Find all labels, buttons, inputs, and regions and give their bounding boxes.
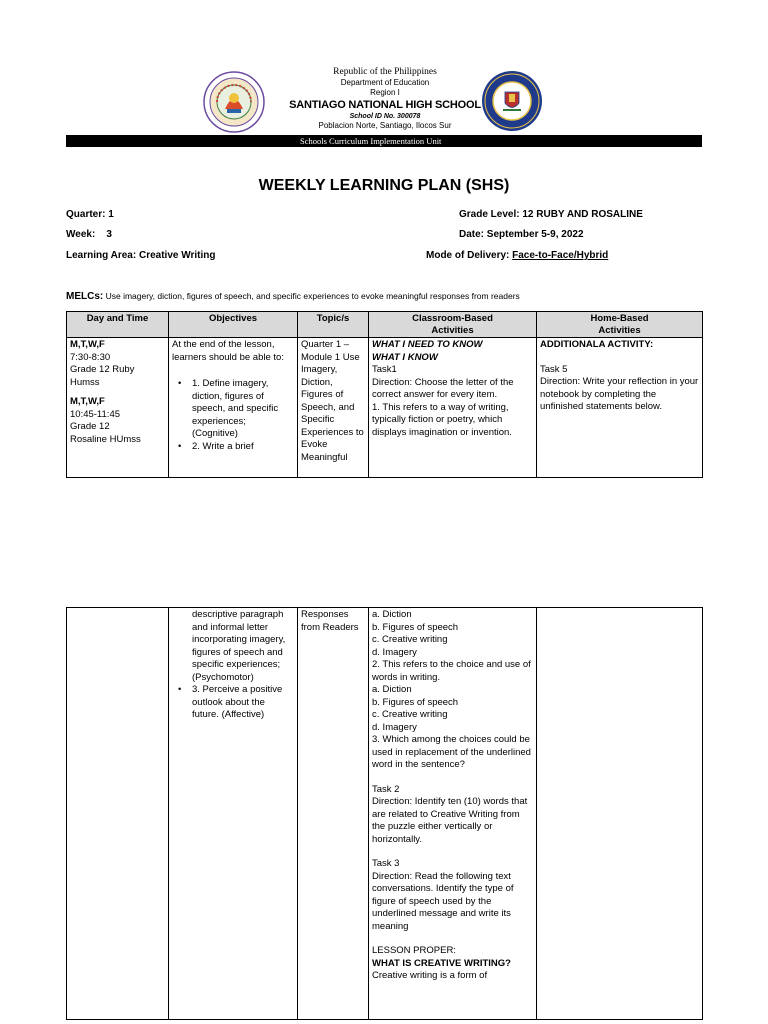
school-seal-logo xyxy=(481,70,543,132)
task-direction: Direction: Read the following text conversations. Identify the type of figure of speech used by the underlined message and write its meaning xyxy=(372,870,514,932)
section-heading: WHAT I NEED TO KNOW xyxy=(372,339,483,350)
choice-text: c. Creative writing xyxy=(372,634,448,645)
section2-strand: Rosaline HUmss xyxy=(70,433,141,445)
home-task-direction: Direction: Write your reflection in your notebook by completing the unfinished statements below. xyxy=(540,376,699,412)
melcs-label: MELCs: xyxy=(66,291,104,302)
home-task-label: Task 5 xyxy=(540,363,568,375)
header-day-time: Day and Time xyxy=(67,312,169,338)
home-activities-cell xyxy=(537,608,703,1020)
objective-item: • 1. Define imagery, diction, figures of speech, and specific experiences; (Cognitive) xyxy=(172,378,294,441)
topics-cell xyxy=(298,338,369,478)
section1-strand: Humss xyxy=(70,376,100,388)
table-row xyxy=(67,608,703,1020)
table-row xyxy=(67,338,703,478)
classroom-activities-cell xyxy=(369,608,537,1020)
objectives-cell xyxy=(169,338,298,478)
header-home-line1: Home-Based xyxy=(590,313,649,324)
date-field: Date: September 5-9, 2022 xyxy=(459,229,584,240)
classroom-activities-cell xyxy=(369,338,537,478)
learning-plan-table-part2 xyxy=(66,607,703,1020)
week-field: Week: 3 xyxy=(66,229,112,240)
objective-continued-text: descriptive paragraph and informal letter incorporating imagery, figures of speech and specific experiences; (Psychomotor) xyxy=(192,609,286,683)
objectives-cell xyxy=(169,608,298,1020)
home-activity-heading: ADDITIONALA ACTIVITY: xyxy=(540,339,654,350)
header-home-line2: Activities xyxy=(598,324,641,336)
mode-of-delivery-field xyxy=(426,249,608,262)
section2-grade: Grade 12 xyxy=(70,421,110,432)
header-home-activities xyxy=(537,312,703,338)
table-header-row xyxy=(67,312,703,338)
task-label: Task 2 xyxy=(372,783,400,795)
choice-text: b. Figures of speech xyxy=(372,696,459,708)
topics-text: Quarter 1 – Module 1 Use Imagery, Diction, Figures of Speech, and Specific Experiences to Evoke Meaningful xyxy=(301,339,364,463)
region-line: Region I xyxy=(370,88,400,97)
header-topics: Topic/s xyxy=(298,312,369,338)
department-line: Department of Education xyxy=(340,78,430,87)
choice-text: b. Figures of speech xyxy=(372,621,459,633)
mode-value: Face-to-Face/Hybrid xyxy=(512,250,609,261)
objective-item: • 2. Write a brief xyxy=(172,441,294,454)
lesson-heading: WHAT IS CREATIVE WRITING? xyxy=(372,957,511,969)
objectives-list xyxy=(172,609,294,722)
school-address: Poblacion Norte, Santiago, Ilocos Sur xyxy=(318,121,452,130)
header-objectives: Objectives xyxy=(169,312,298,338)
header-classroom-line2: Activities xyxy=(431,324,474,336)
objectives-intro: At the end of the lesson, learners should be able to: xyxy=(172,339,284,363)
mode-label: Mode of Delivery: xyxy=(426,250,513,261)
question-text: 3. Which among the choices could be used in replacement of the underlined word in the sentence? xyxy=(372,734,531,770)
home-activities-cell xyxy=(537,338,703,478)
choice-text: a. Diction xyxy=(372,609,412,620)
task-direction: Direction: Identify ten (10) words that are related to Creative Writing from the puzzle either vertically or horizontally. xyxy=(372,796,528,845)
question-text: 1. This refers to a way of writing, typically fiction or poetry, which displays imagination or invention. xyxy=(372,401,512,438)
topics-text: Responses from Readers xyxy=(301,609,359,633)
learning-plan-table-part1 xyxy=(66,311,703,478)
question-text: 2. This refers to the choice and use of words in writing. xyxy=(372,659,531,683)
melcs-text: Use imagery, diction, figures of speech, and specific experiences to evoke meaningful responses from readers xyxy=(103,291,520,301)
objectives-list xyxy=(172,378,294,453)
section1-grade: Grade 12 Ruby xyxy=(70,364,135,375)
choice-text: c. Creative writing xyxy=(372,709,448,720)
objective-item-continued xyxy=(172,609,294,684)
school-id: School ID No. 300078 xyxy=(349,113,421,120)
choice-text: d. Imagery xyxy=(372,646,417,658)
school-name: SANTIAGO NATIONAL HIGH SCHOOL xyxy=(289,99,481,111)
republic-line: Republic of the Philippines xyxy=(333,67,437,77)
section1-days: M,T,W,F xyxy=(70,339,105,350)
section2-time: 10:45-11:45 xyxy=(70,408,121,420)
task-direction: Direction: Choose the letter of the correct answer for every item. xyxy=(372,376,514,400)
page-title: WEEKLY LEARNING PLAN (SHS) xyxy=(258,177,510,194)
header-classroom-line1: Classroom-Based xyxy=(412,313,493,324)
task-label: Task1 xyxy=(372,364,397,375)
day-time-cell xyxy=(67,608,169,1020)
section-heading: WHAT I KNOW xyxy=(372,351,438,363)
section1-time: 7:30-8:30 xyxy=(70,351,111,363)
lesson-text: Creative writing is a form of xyxy=(372,970,488,981)
task-label: Task 3 xyxy=(372,858,400,869)
header-classroom-activities xyxy=(369,312,537,338)
day-time-cell xyxy=(67,338,169,478)
learning-area-field: Learning Area: Creative Writing xyxy=(66,250,216,261)
choice-text: d. Imagery xyxy=(372,721,417,733)
melcs-line xyxy=(66,291,520,302)
section2-days: M,T,W,F xyxy=(70,396,105,407)
quarter-field: Quarter: 1 xyxy=(66,209,114,220)
lesson-proper-label: LESSON PROPER: xyxy=(372,945,456,956)
grade-level-field: Grade Level: 12 RUBY AND ROSALINE xyxy=(459,209,643,220)
choice-text: a. Diction xyxy=(372,684,412,695)
curriculum-unit-bar: Schools Curriculum Implementation Unit xyxy=(66,135,702,147)
topics-cell xyxy=(298,608,369,1020)
objective-item: • 3. Perceive a positive outlook about the future. (Affective) xyxy=(172,684,294,722)
